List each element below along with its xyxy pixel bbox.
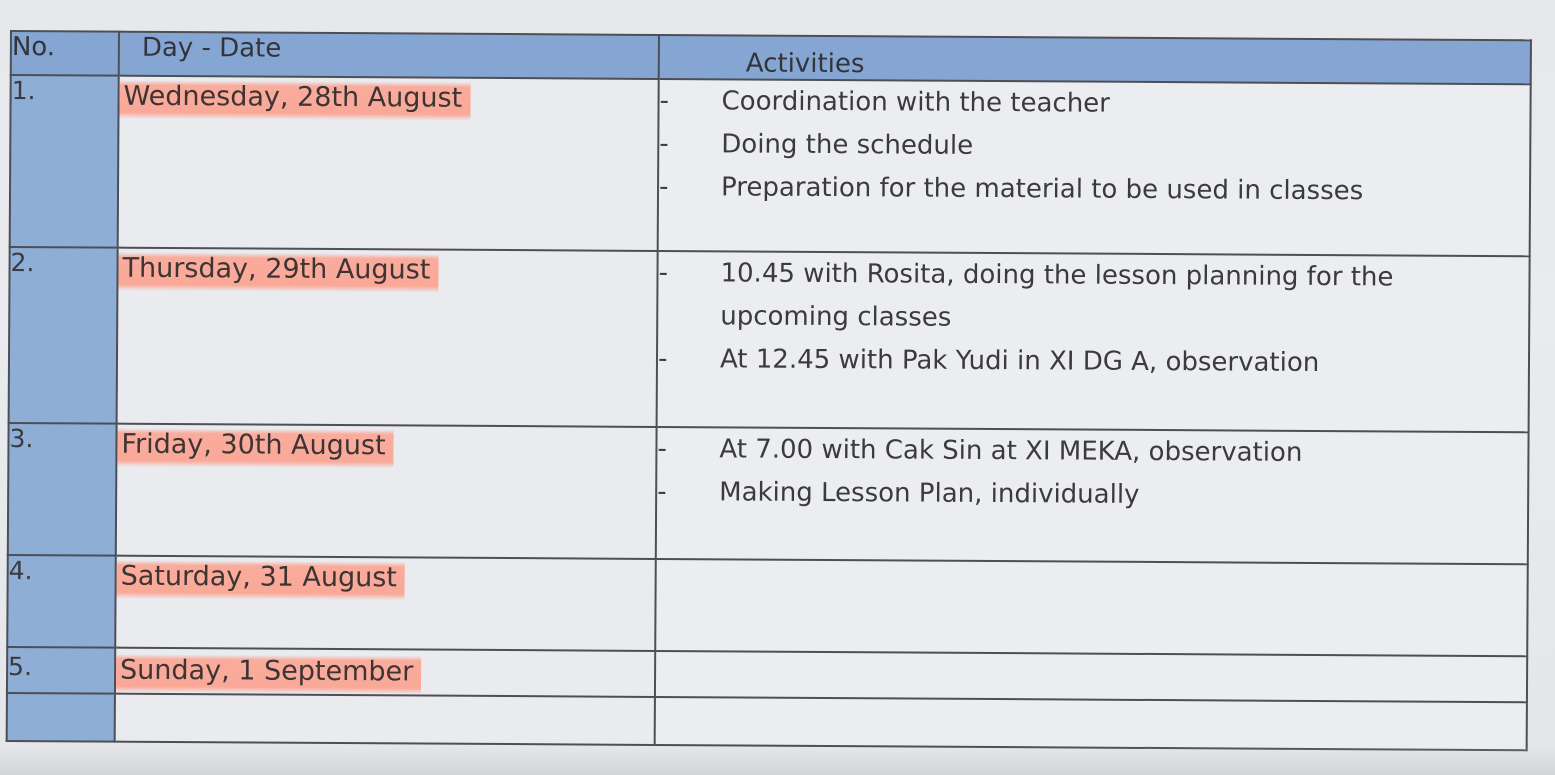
activity-item <box>657 428 1527 476</box>
table-row <box>7 555 1528 656</box>
activity-text: At 12.45 with Pak Yudi in XI DG A, observation <box>719 344 1320 379</box>
activity-item <box>657 471 1527 519</box>
highlighted-date: Thursday, 29th August <box>118 249 438 293</box>
activity-list <box>657 428 1528 519</box>
activities-cell <box>655 651 1527 702</box>
header-no: No. <box>11 31 119 76</box>
activities-cell <box>658 79 1531 256</box>
row-number-empty <box>7 693 115 742</box>
dash-bullet: - <box>657 343 668 375</box>
activities-cell <box>655 559 1528 656</box>
highlighted-date: Friday, 30th August <box>117 425 393 469</box>
schedule-table <box>6 30 1532 751</box>
row-number: 1. <box>10 75 119 248</box>
dash-bullet: - <box>657 433 667 465</box>
day-date-cell <box>116 424 657 559</box>
dash-bullet: - <box>658 257 669 289</box>
activity-text: Doing the schedule <box>721 129 974 161</box>
activities-cell <box>656 427 1529 564</box>
activity-text: Making Lesson Plan, individually <box>719 477 1140 510</box>
activities-cell <box>657 251 1530 432</box>
day-date-cell-empty <box>115 694 655 745</box>
schedule-sheet <box>6 30 1530 751</box>
paper-shadow <box>0 747 1555 775</box>
day-date-cell <box>115 648 655 697</box>
activity-list <box>659 80 1530 214</box>
dash-bullet: - <box>659 128 669 160</box>
row-number: 2. <box>9 247 118 424</box>
highlighted-date: Saturday, 31 August <box>117 557 406 601</box>
table-row <box>10 75 1531 256</box>
activity-text: 10.45 with Rosita, doing the lesson planning for the upcoming classes <box>720 258 1394 333</box>
table-row <box>8 423 1529 564</box>
day-date-cell <box>115 556 656 651</box>
highlighted-date: Sunday, 1 September <box>116 651 421 695</box>
dash-bullet: - <box>658 171 669 203</box>
highlighted-date: Wednesday, 28th August <box>119 77 470 121</box>
activities-cell-empty <box>655 697 1527 750</box>
row-number: 3. <box>8 423 117 556</box>
row-number: 4. <box>7 555 116 648</box>
activity-text: Coordination with the teacher <box>721 86 1111 119</box>
activity-item <box>659 166 1529 214</box>
day-date-cell <box>118 76 659 251</box>
header-day-date: Day - Date <box>119 32 659 79</box>
activity-item <box>659 80 1529 128</box>
activity-list <box>658 252 1529 386</box>
activity-text: At 7.00 with Cak Sin at XI MEKA, observation <box>719 434 1303 468</box>
table-row-empty <box>7 693 1527 750</box>
dash-bullet: - <box>657 476 667 508</box>
activity-item <box>658 252 1529 343</box>
header-activities: Activities <box>659 35 1531 84</box>
activity-item <box>658 338 1528 386</box>
activity-text: Preparation for the material to be used in classes <box>720 172 1364 207</box>
row-number: 5. <box>7 647 115 694</box>
activity-item <box>659 123 1529 171</box>
dash-bullet: - <box>659 85 670 117</box>
table-row <box>9 247 1530 432</box>
day-date-cell <box>117 248 658 427</box>
